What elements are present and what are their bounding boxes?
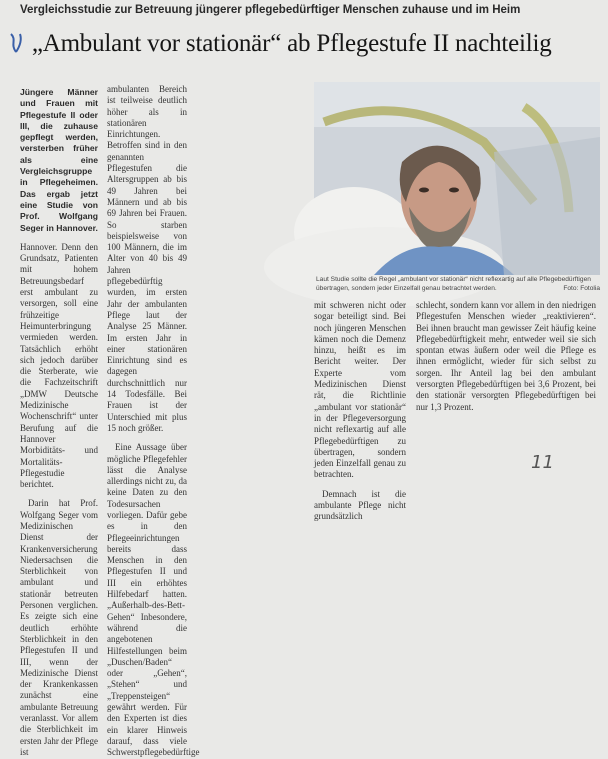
paragraph: Darin hat Prof. Wolfgang Seger vom Medizinischen Dienst der Krankenversicherung Niedersachsen die Sterblichkeit von ambulant und stationär betreuten Personen verglichen. Es zeigte sich eine deutlich erhöhte Sterblichkeit in den Pflegestufen II und III, wenn der Medizinische Dienst der Krankenkassen zunächst eine ambulante Betreuung veranlasst. Vor allem die Sterblichkeit im ersten Jahr der Pflege ist	[20, 498, 98, 757]
paragraph: mit schweren nicht oder sogar beteiligt sind. Bei noch jüngeren Menschen kämen noch die Demenz hinzu, heißt es im Bericht weiter. Der Experte vom Medizinischen Dienst rät, die Richtlinie „ambulant vor stationär“ in der Pflegeversorgung nicht reflexartig auf alle Pflegebedürftigen zu übertragen, sondern jeden Einzelfall genau zu betrachten.	[314, 300, 406, 480]
paragraph: schlecht, sondern kann vor allem in den niedrigen Pflegestufen Menschen wieder „reaktivieren“. Bei ihnen braucht man gewisser Zeit häufig keine Pflegebedürftigkeit mehr, entweder weil sie sich spontan etwas äußern oder weil die Pflege es ihnen ermöglicht, wieder für sich selbst zu sorgen. Ihr Anteil lag bei den ambulant versorgten Pflegebedürftigen bei 3,6 Prozent, bei den stationär versorgten Pflegebedürftigen bei nur 1,3 Prozent.	[416, 300, 596, 412]
caption-text: Laut Studie sollte die Regel „ambulant vor stationär“ nicht reflexartig auf alle Pflegebedürftigen übertragen, sondern jeder Einzelfall genau betrachtet werden.	[316, 276, 591, 292]
photo-caption	[316, 276, 600, 293]
page-number: 11	[531, 452, 554, 473]
article-column-4	[416, 300, 596, 479]
article-column-1	[20, 87, 98, 757]
paragraph: Eine Aussage über mögliche Pflegefehler lässt die Analyse allerdings nicht zu, da keine Daten zu den Todesursachen vorliegen. Dafür gebe es in den Pflegeeinrichtungen bereits dass Menschen in den Pflegestufen II und III ein erhöhtes Hilfebedarf hatten. „Außerhalb-des-Bett-Gehen“ Inbesondere, während die angebotenen Hilfestellungen beim „Duschen/Baden“ oder „Gehen“, „Stehen“ und „Treppensteigen“ gewährt werden. Für den Experten ist dies ein klarer Hinweis darauf, dass viele Schwerstpflegebedürftige	[107, 442, 200, 758]
headline-text: „Ambulant vor stationär“ ab Pflegestufe II nachteilig	[31, 30, 552, 57]
photo-credit: Foto: Fotolia	[563, 284, 600, 292]
kicker: Vergleichsstudie zur Betreuung jüngerer pflegebedürftiger Menschen zuhause und im Heim	[20, 4, 521, 16]
blue-marker-icon	[8, 31, 30, 57]
patient-photo	[314, 82, 600, 275]
article-column-3	[314, 300, 406, 522]
paragraph: Demnach ist die ambulante Pflege nicht grundsätzlich	[314, 488, 406, 522]
headline	[8, 30, 604, 58]
paragraph: Hannover. Denn den Grundsatz, Patienten mit hohem Betreuungsbedarf erst ambulant zu versorgen, soll eine frühzeitige Heimunterbringung vermieden werden. Tatsächlich erhöht sich jedoch darüber die Sterberate, wie die Fachzeitschrift „DMW Deutsche Medizinische Wochenschrift“ unter Berufung auf die Hannover Morbiditäts- und Mortalitäts-Pflegestudie berichtet.	[20, 241, 98, 490]
paragraph: ambulanten Bereich ist teilweise deutlich höher als in stationären Einrichtungen. Betroffen sind in den genannten Pflegestufen die Altersgruppen ab bis 49 Jahren bei Männern und ab bis 69 Jahren bei Frauen. So starben beispielsweise von 100 Männern, die im Alter von 40 bis 49 Jahren pflegebedürftig wurden, im ersten Jahr der ambulanten Pflege laut der Analyse 25 Männer. Im ersten Jahr in einer stationären Einrichtung sind es dagegen durchschnittlich nur 14 Todesfälle. Bei Frauen ist der Unterschied mit plus 15 noch größer.	[107, 84, 187, 433]
lead-paragraph: Jüngere Männer und Frauen mit Pflegestufe II oder III, die zuhause gepflegt werden, versterben früher als eine Vergleichsgruppe in Pflegeheimen. Das ergab jetzt eine Studie von Prof. Wolfgang Seger in Hannover.	[20, 87, 98, 233]
article-column-2	[107, 84, 200, 758]
